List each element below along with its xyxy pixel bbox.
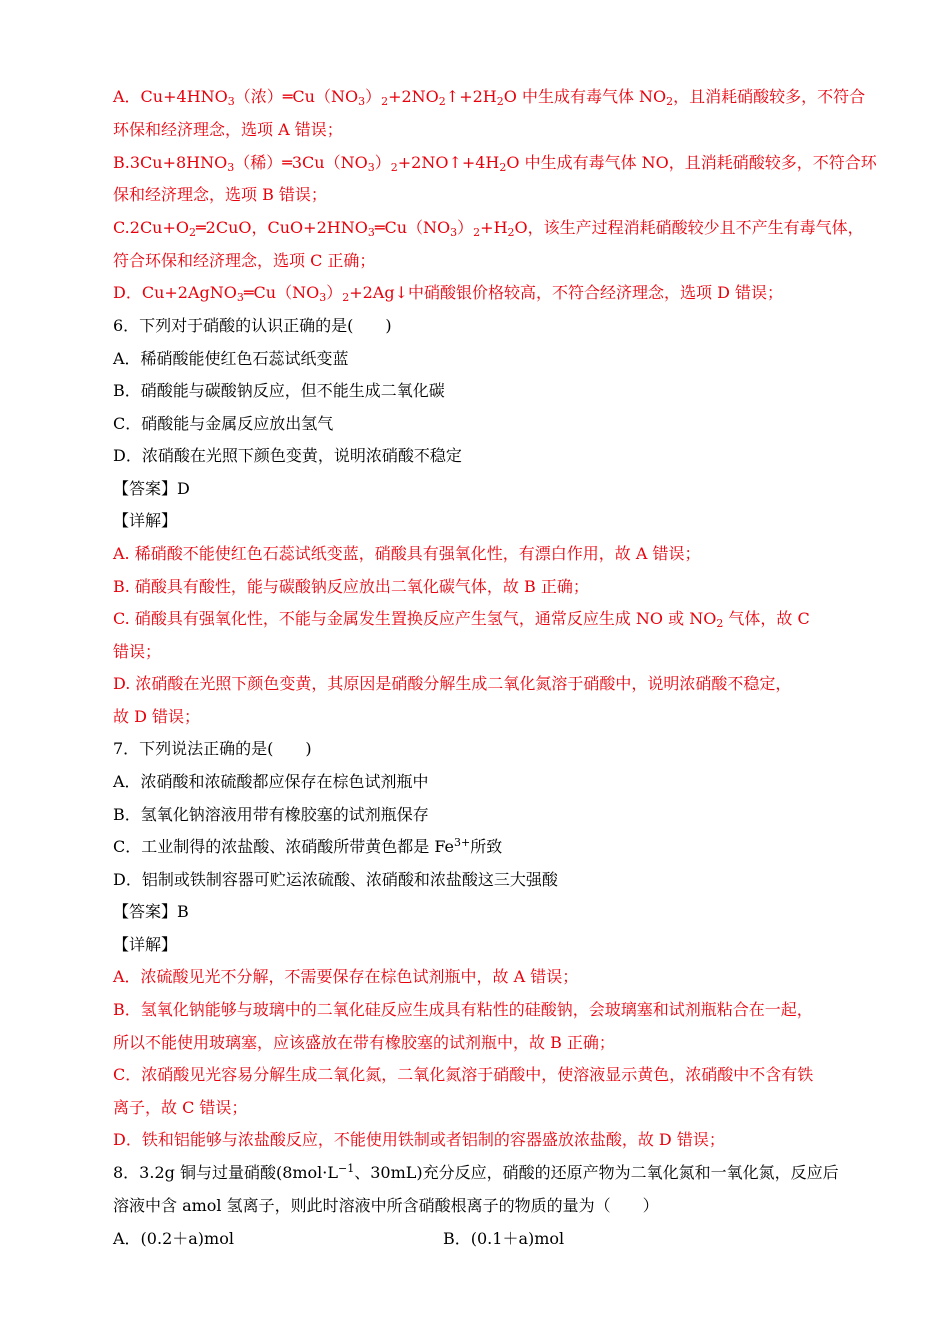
q7-option-c: C．工业制得的浓盐酸、浓硝酸所带黄色都是 $Fe^{3+}$所致 bbox=[113, 836, 503, 856]
q7-explanation-c-line2: 离子，故 C 错误； bbox=[113, 1098, 248, 1117]
q7-stem: 7．下列说法正确的是( ) bbox=[113, 739, 312, 758]
q8-stem-line2: 溶液中含 amol 氢离子，则此时溶液中所含硝酸根离子的物质的量为（ ） bbox=[113, 1196, 659, 1215]
q7-explanation-c-line1: C．浓硝酸见光容易分解生成二氧化氮，二氧化氮溶于硝酸中，使溶液显示黄色，浓硝酸中不含有铁 bbox=[113, 1065, 814, 1084]
q6-explanation-c-line2: 错误； bbox=[113, 642, 162, 661]
q6-option-b: B．硝酸能与碳酸钠反应，但不能生成二氧化碳 bbox=[113, 381, 445, 400]
q5-explanation-c-line1: $C.2Cu+O_2═2CuO$，$CuO+2HNO_3═Cu(NO_3)_2+H_2O$，该生产过程消耗硝酸较少且不产生有毒气体， bbox=[113, 218, 864, 239]
q8-option-b: B．(0.1＋a)mol bbox=[443, 1229, 565, 1248]
q5-explanation-a-line2: 环保和经济理念，选项 A 错误； bbox=[113, 120, 343, 139]
q6-explanation-a: A. 稀硝酸不能使红色石蕊试纸变蓝，硝酸具有强氧化性，有漂白作用，故 A 错误； bbox=[113, 544, 701, 563]
q6-option-a: A．稀硝酸能使红色石蕊试纸变蓝 bbox=[113, 349, 349, 368]
q5-explanation-b-line1: $B.3Cu+8HNO_3$（稀）$═3Cu(NO_3)_2+2NO↑+4H_2O$ 中生成有毒气体 NO，且消耗硝酸较多，不符合环 bbox=[113, 153, 877, 174]
q5-explanation-c-line2: 符合环保和经济理念，选项 C 正确； bbox=[113, 251, 376, 270]
q7-option-d: D．铝制或铁制容器可贮运浓硫酸、浓硝酸和浓盐酸这三大强酸 bbox=[113, 870, 558, 889]
q7-explanation-b-line1: B．氢氧化钠能够与玻璃中的二氧化硅反应生成具有粘性的硅酸钠，会玻璃塞和试剂瓶粘合在一起， bbox=[113, 1000, 813, 1019]
q8-option-a: A．(0.2＋a)mol bbox=[113, 1229, 234, 1248]
q6-option-c: C．硝酸能与金属反应放出氢气 bbox=[113, 414, 334, 433]
q6-explanation-d-line1: D. 浓硝酸在光照下颜色变黄，其原因是硝酸分解生成二氧化氮溶于硝酸中，说明浓硝酸不稳定， bbox=[113, 674, 792, 693]
q7-option-a: A．浓硝酸和浓硫酸都应保存在棕色试剂瓶中 bbox=[113, 772, 429, 791]
q7-option-b: B．氢氧化钠溶液用带有橡胶塞的试剂瓶保存 bbox=[113, 805, 429, 824]
q6-option-d: D．浓硝酸在光照下颜色变黄，说明浓硝酸不稳定 bbox=[113, 446, 462, 465]
q6-explanation-b: B. 硝酸具有酸性，能与碳酸钠反应放出二氧化碳气体，故 B 正确； bbox=[113, 577, 589, 596]
q5-explanation-a-line1: A．$Cu+4HNO_3$（浓）$═Cu(NO_3)_2+2NO_2↑+2H_2O$ 中生成有毒气体 $NO_2$，且消耗硝酸较多，不符合 bbox=[113, 87, 866, 108]
q5-explanation-d-line1: D．$Cu+2AgNO_3═Cu(NO_3)_2+2Ag↓$中硝酸银价格较高，不符合经济理念，选项 D 错误； bbox=[113, 283, 784, 304]
q6-detail-label: 【详解】 bbox=[113, 511, 178, 530]
q5-explanation-b-line2: 保和经济理念，选项 B 错误； bbox=[113, 185, 327, 204]
q7-answer: 【答案】B bbox=[113, 902, 189, 921]
q7-detail-label: 【详解】 bbox=[113, 935, 178, 954]
q8-stem-line1: 8．3.2g 铜与过量硝酸($8mol\cdot L^{-1}$、30mL)充分反应，硝酸的还原产物为二氧化氮和一氧化氮，反应后 bbox=[113, 1162, 839, 1182]
q7-explanation-b-line2: 所以不能使用玻璃塞，应该盛放在带有橡胶塞的试剂瓶中，故 B 正确； bbox=[113, 1033, 615, 1052]
q6-explanation-c-line1: C. 硝酸具有强氧化性，不能与金属发生置换反应产生氢气，通常反应生成 NO 或 $NO_2$ 气体，故 C bbox=[113, 609, 810, 630]
q7-explanation-a: A．浓硫酸见光不分解，不需要保存在棕色试剂瓶中，故 A 错误； bbox=[113, 967, 579, 986]
q7-explanation-d: D．铁和铝能够与浓盐酸反应，不能使用铁制或者铝制的容器盛放浓盐酸，故 D 错误； bbox=[113, 1130, 725, 1149]
q6-answer: 【答案】D bbox=[113, 479, 190, 498]
q6-explanation-d-line2: 故 D 错误； bbox=[113, 707, 201, 726]
q6-stem: 6．下列对于硝酸的认识正确的是( ) bbox=[113, 316, 392, 335]
